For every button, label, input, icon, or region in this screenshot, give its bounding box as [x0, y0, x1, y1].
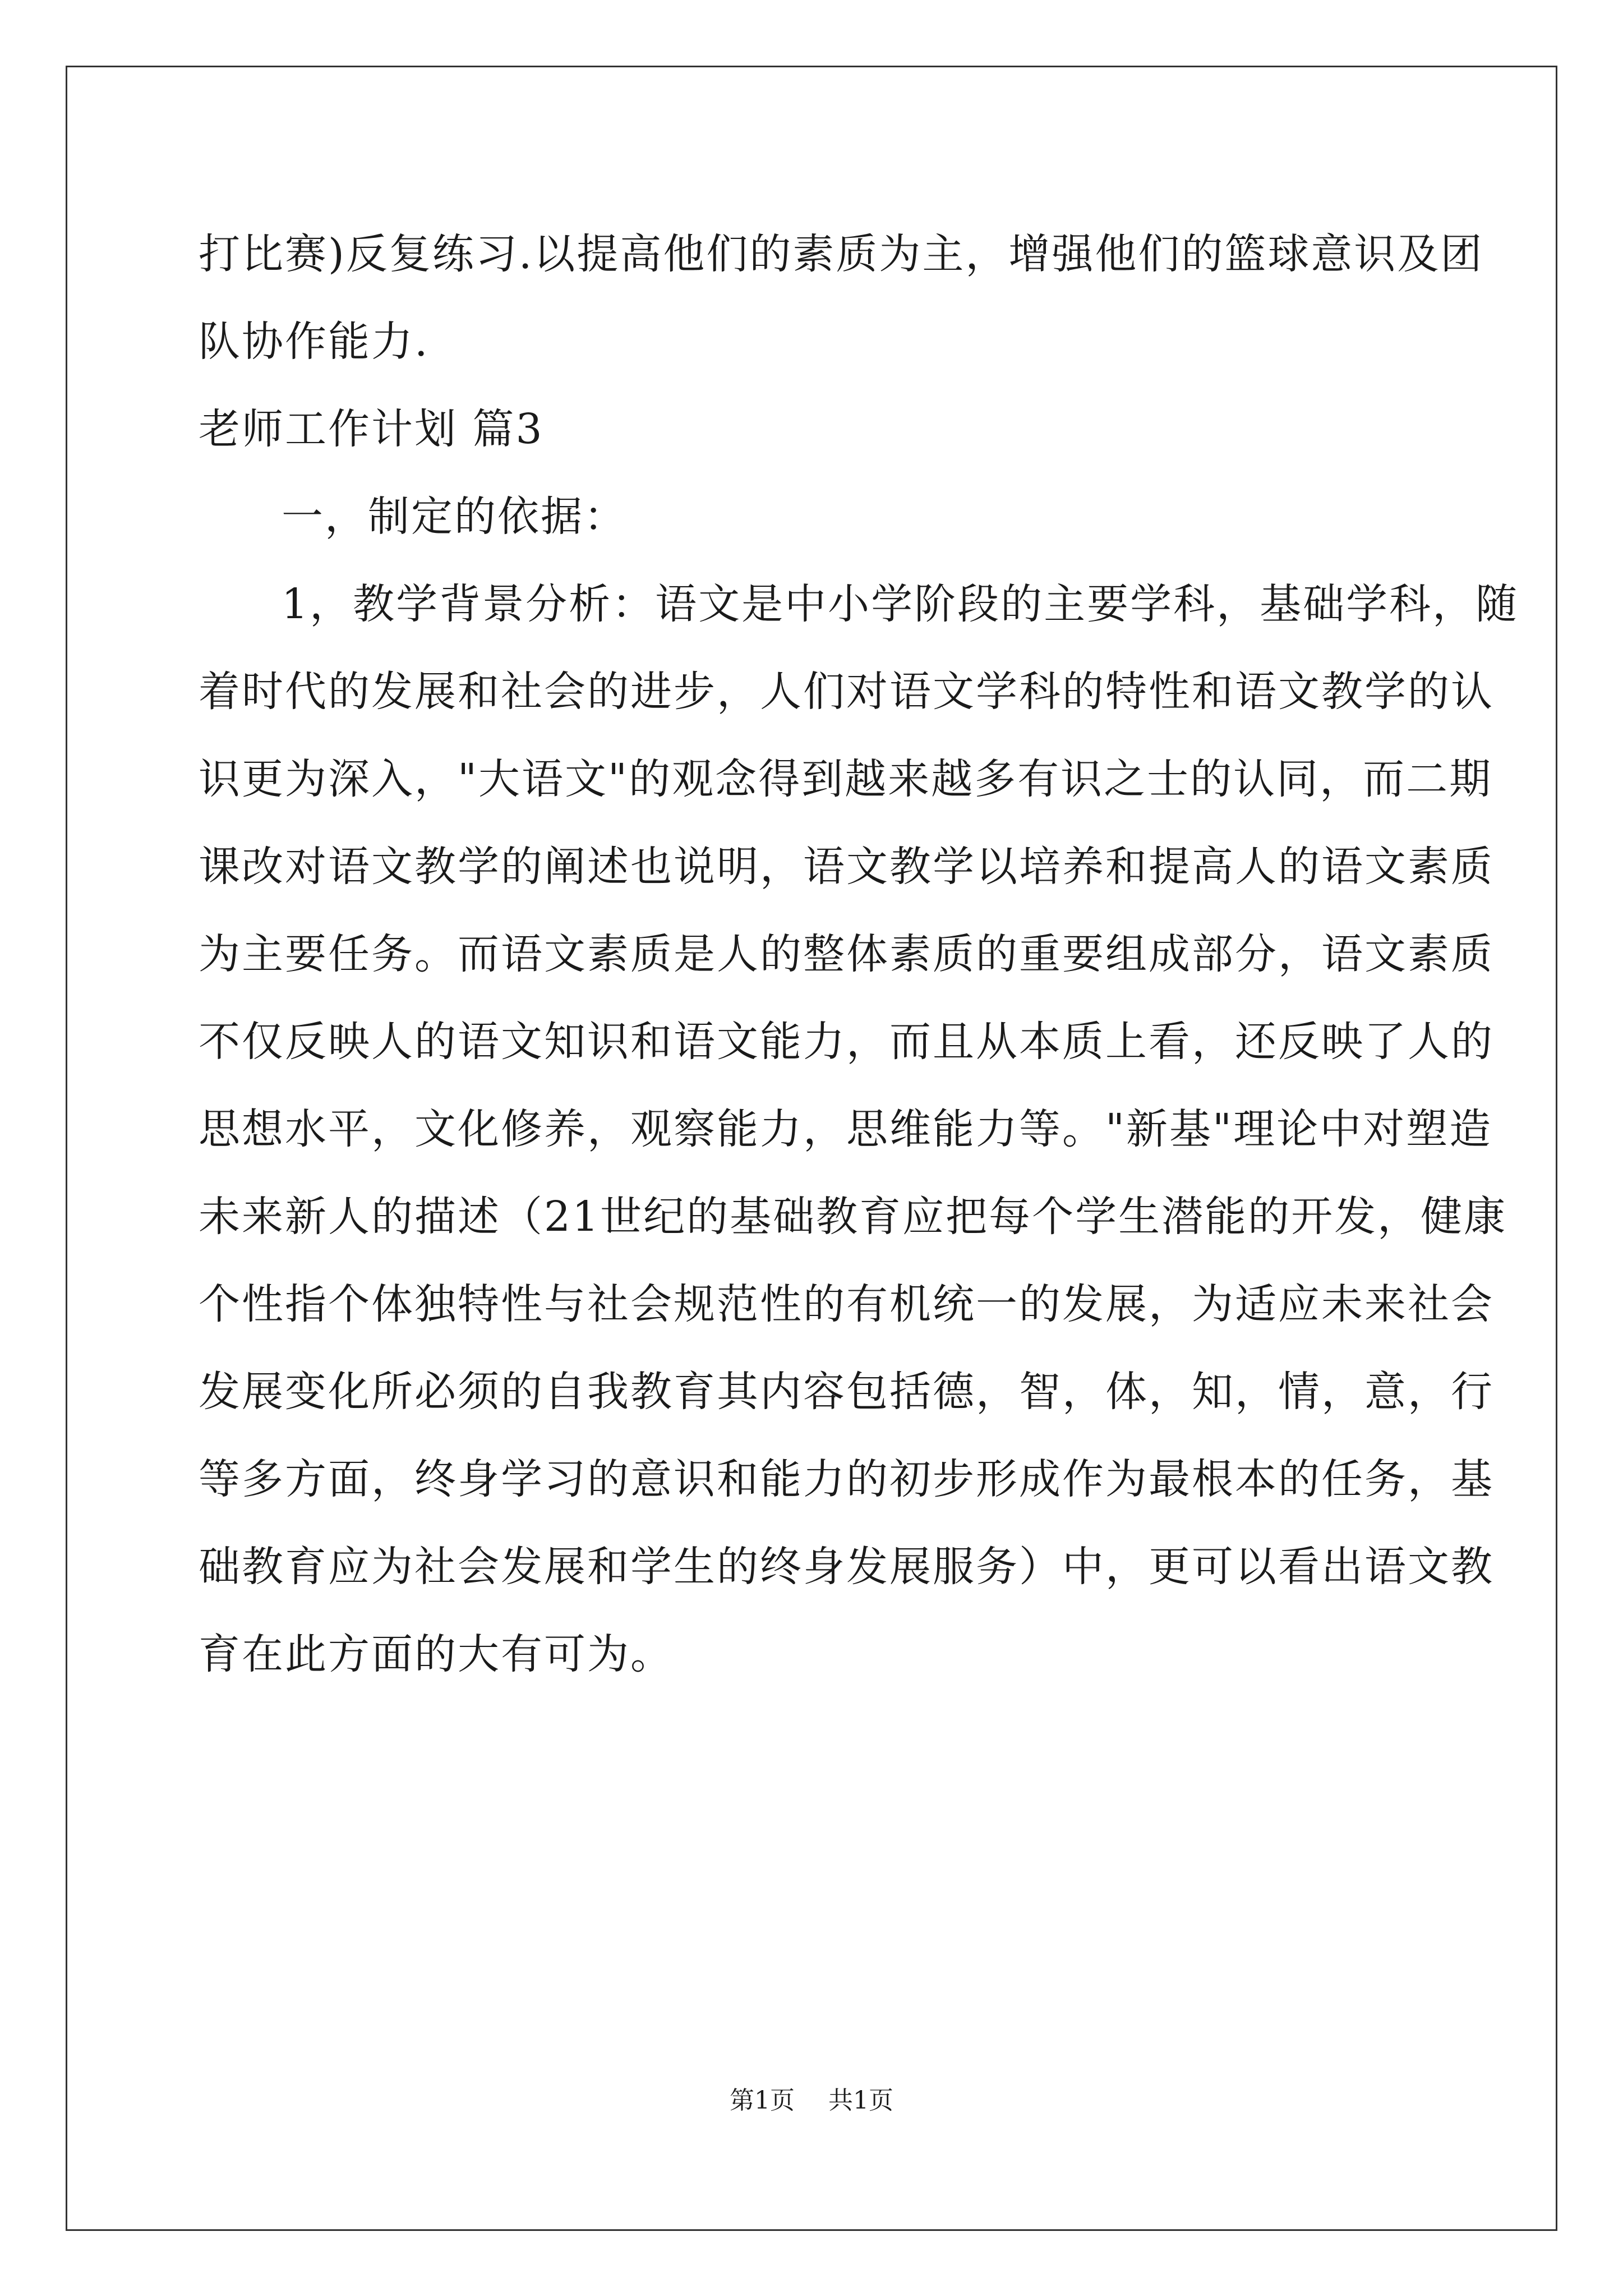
paragraph-line: 未来新人的描述（21世纪的基础教育应把每个学生潜能的开发，健康 [199, 1193, 1507, 1241]
subheading: 一，制定的依据： [282, 493, 627, 541]
paragraph-line: 队协作能力. [199, 318, 430, 366]
paragraph-line: 1，教学背景分析：语文是中小学阶段的主要学科，基础学科，随 [282, 580, 1519, 628]
paragraph-line: 着时代的发展和社会的进步，人们对语文学科的特性和语文教学的认 [199, 668, 1494, 716]
page-number: 第1页 [730, 2086, 795, 2115]
paragraph-line: 等多方面，终身学习的意识和能力的初步形成作为最根本的任务，基 [199, 1455, 1494, 1503]
paragraph-line: 打比赛)反复练习.以提高他们的素质为主，增强他们的篮球意识及团 [199, 230, 1484, 278]
paragraph-line: 不仅反映人的语文知识和语文能力，而且从本质上看，还反映了人的 [199, 1018, 1494, 1066]
paragraph-line: 发展变化所必须的自我教育其内容包括德，智，体，知，情，意，行 [199, 1368, 1494, 1416]
paragraph-line: 思想水平，文化修养，观察能力，思维能力等。"新基"理论中对塑造 [199, 1105, 1493, 1153]
paragraph-line: 课改对语文教学的阐述也说明，语文教学以培养和提高人的语文素质 [199, 843, 1494, 891]
page-footer [0, 2084, 1623, 2118]
paragraph-line: 识更为深入，"大语文"的观念得到越来越多有识之士的认同，而二期 [199, 755, 1493, 803]
paragraph-line: 为主要任务。而语文素质是人的整体素质的重要组成部分，语文素质 [199, 930, 1494, 978]
page-total: 共1页 [828, 2086, 893, 2115]
paragraph-line: 育在此方面的大有可为。 [199, 1630, 674, 1678]
document-body [199, 210, 1519, 1698]
paragraph-line: 础教育应为社会发展和学生的终身发展服务）中，更可以看出语文教 [199, 1543, 1494, 1591]
section-heading: 老师工作计划 篇3 [199, 405, 544, 453]
paragraph-line: 个性指个体独特性与社会规范性的有机统一的发展，为适应未来社会 [199, 1280, 1494, 1328]
